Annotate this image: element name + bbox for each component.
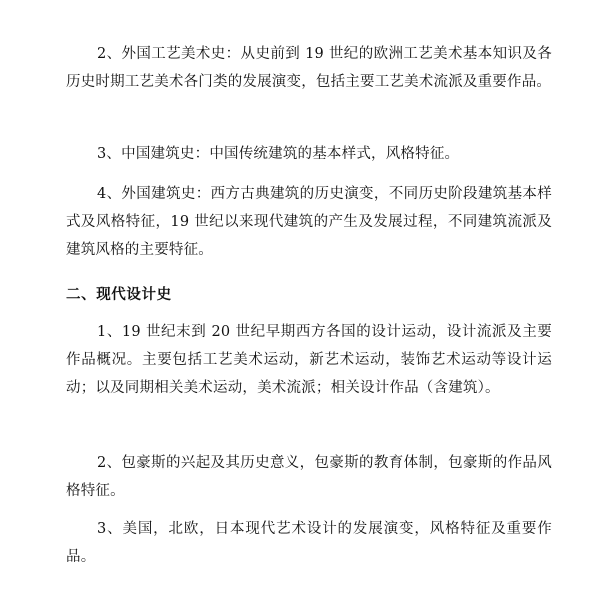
paragraph-modern-design-regions: 3、美国，北欧，日本现代艺术设计的发展演变，风格特征及重要作品。 — [66, 521, 552, 565]
paragraph-chinese-architecture-history: 3、中国建筑史：中国传统建筑的基本样式，风格特征。 — [97, 146, 460, 162]
section-heading-modern-design-history: 二、现代设计史 — [66, 287, 172, 303]
paragraph-foreign-architecture-history: 4、外国建筑史：西方古典建筑的历史演变，不同历史阶段建筑基本样式及风格特征，19 世纪以来现代建筑的产生及发展过程，不同建筑流派及建筑风格的主要特征。 — [66, 186, 552, 258]
paragraph-bauhaus: 2、包豪斯的兴起及其历史意义，包豪斯的教育体制，包豪斯的作品风格特征。 — [66, 455, 552, 499]
paragraph-foreign-crafts-history: 2、外国工艺美术史：从史前到 19 世纪的欧洲工艺美术基本知识及各历史时期工艺美术各门类的发展演变，包括主要工艺美术流派及重要作品。 — [66, 46, 552, 90]
paragraph-design-movements: 1、19 世纪末到 20 世纪早期西方各国的设计运动，设计流派及主要作品概况。主要包括工艺美术运动，新艺术运动，装饰艺术运动等设计运动；以及同期相关美术运动，美术流派；相关设计作品（含建筑）。 — [66, 324, 552, 396]
